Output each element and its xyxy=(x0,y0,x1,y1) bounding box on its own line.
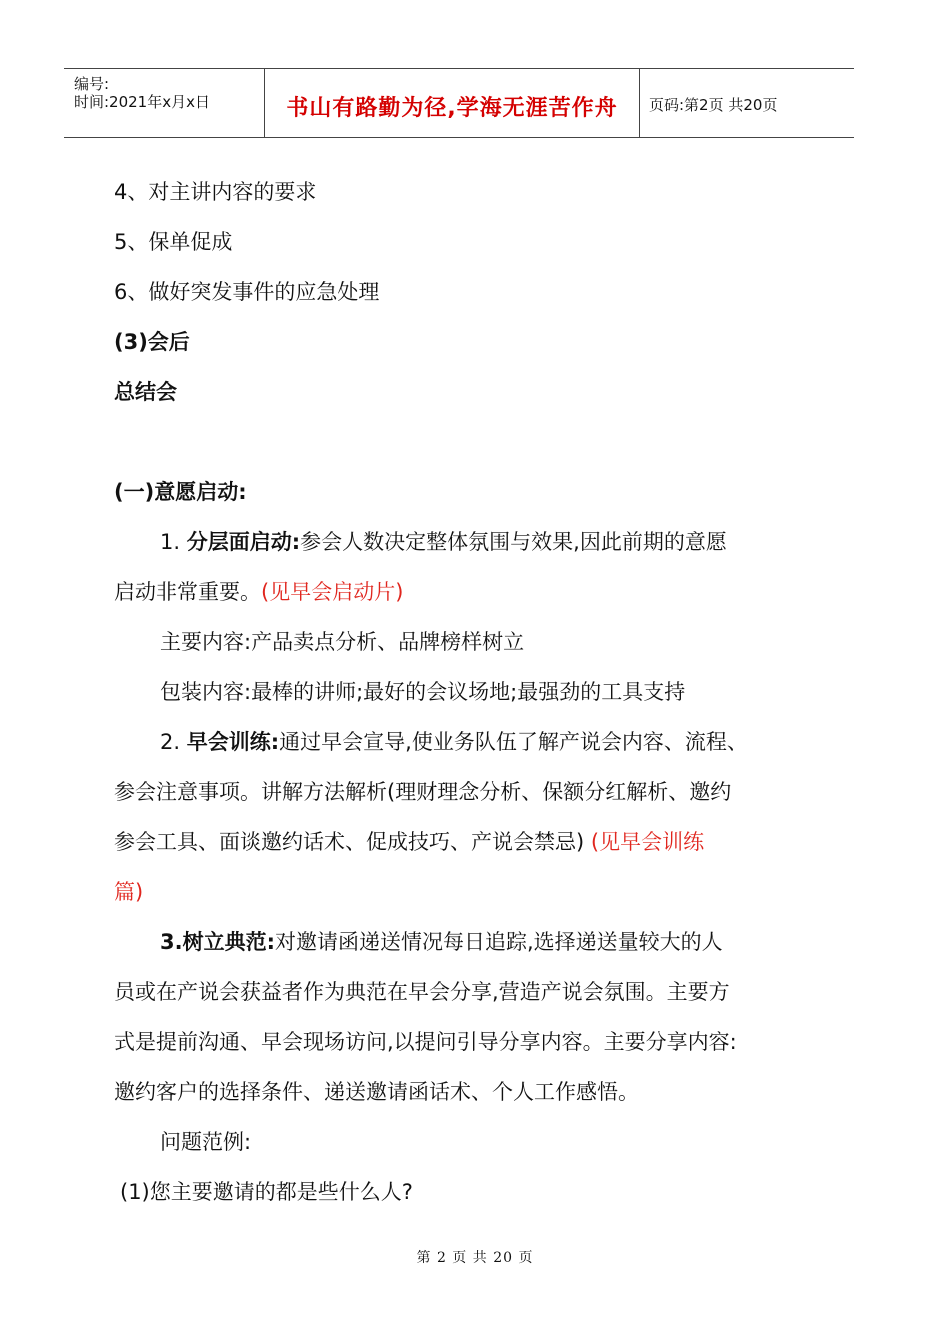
header-motto: 书山有路勤为径,学海无涯苦作舟 xyxy=(286,96,618,121)
paragraph-2-line-3 xyxy=(114,832,704,853)
paragraph-text: 对邀请函递送情况每日追踪,选择递送量较大的人 xyxy=(275,930,723,954)
paragraph-3-line-3: 式是提前沟通、早会现场访问,以提问引导分享内容。主要分享内容: xyxy=(114,1030,737,1054)
main-content-line: 主要内容:产品卖点分析、品牌榜样树立 xyxy=(160,630,525,654)
paragraph-text: 启动非常重要。 xyxy=(114,580,261,604)
item-number: 2. xyxy=(160,730,181,754)
section-title-willingness: (一)意愿启动: xyxy=(114,480,247,504)
reference-note: (见早会启动片) xyxy=(261,580,404,604)
section-heading-after-meeting: (3)会后 xyxy=(114,330,190,354)
question-examples-title: 问题范例: xyxy=(160,1130,252,1154)
paragraph-1-line-1 xyxy=(160,532,727,553)
header-page-info: 页码:第2页 共20页 xyxy=(649,96,778,114)
paragraph-text: 参会工具、面谈邀约话术、促成技巧、产说会禁忌) xyxy=(114,830,585,854)
paragraph-text: 通过早会宣导,使业务队伍了解产说会内容、流程、 xyxy=(279,730,748,754)
section-heading-summary: 总结会 xyxy=(114,380,177,404)
item-heading: 早会训练: xyxy=(186,730,280,754)
question-1: (1)您主要邀请的都是些什么人? xyxy=(120,1180,413,1204)
paragraph-text: 参会人数决定整体氛围与效果,因此前期的意愿 xyxy=(300,530,727,554)
header-motto-cell xyxy=(264,69,640,137)
header-meta-cell xyxy=(64,69,264,137)
paragraph-3-line-1 xyxy=(160,932,723,953)
paragraph-3-line-4: 邀约客户的选择条件、递送邀请函话术、个人工作感悟。 xyxy=(114,1080,639,1104)
item-heading: 分层面启动: xyxy=(186,530,301,554)
header-page-cell xyxy=(639,69,854,137)
list-item-5: 5、保单促成 xyxy=(114,230,233,254)
list-item-6: 6、做好突发事件的应急处理 xyxy=(114,280,380,304)
reference-note-continued: 篇) xyxy=(114,880,144,904)
paragraph-2-line-2: 参会注意事项。讲解方法解析(理财理念分析、保额分红解析、邀约 xyxy=(114,780,732,804)
paragraph-3-line-2: 员或在产说会获益者作为典范在早会分享,营造产说会氛围。主要方 xyxy=(114,980,730,1004)
item-number: 1. xyxy=(160,530,181,554)
document-date: 时间:2021年x月x日 xyxy=(74,93,210,111)
paragraph-2-line-1 xyxy=(160,732,748,753)
document-header xyxy=(64,68,854,138)
paragraph-1-line-2 xyxy=(114,582,403,603)
reference-note: (见早会训练 xyxy=(590,830,705,854)
item-heading: 3.树立典范: xyxy=(160,930,275,954)
list-item-4: 4、对主讲内容的要求 xyxy=(114,180,317,204)
document-number: 编号: xyxy=(74,75,110,93)
packaging-content-line: 包装内容:最棒的讲师;最好的会议场地;最强劲的工具支持 xyxy=(160,680,686,704)
page-footer: 第 2 页 共 20 页 xyxy=(416,1250,534,1266)
